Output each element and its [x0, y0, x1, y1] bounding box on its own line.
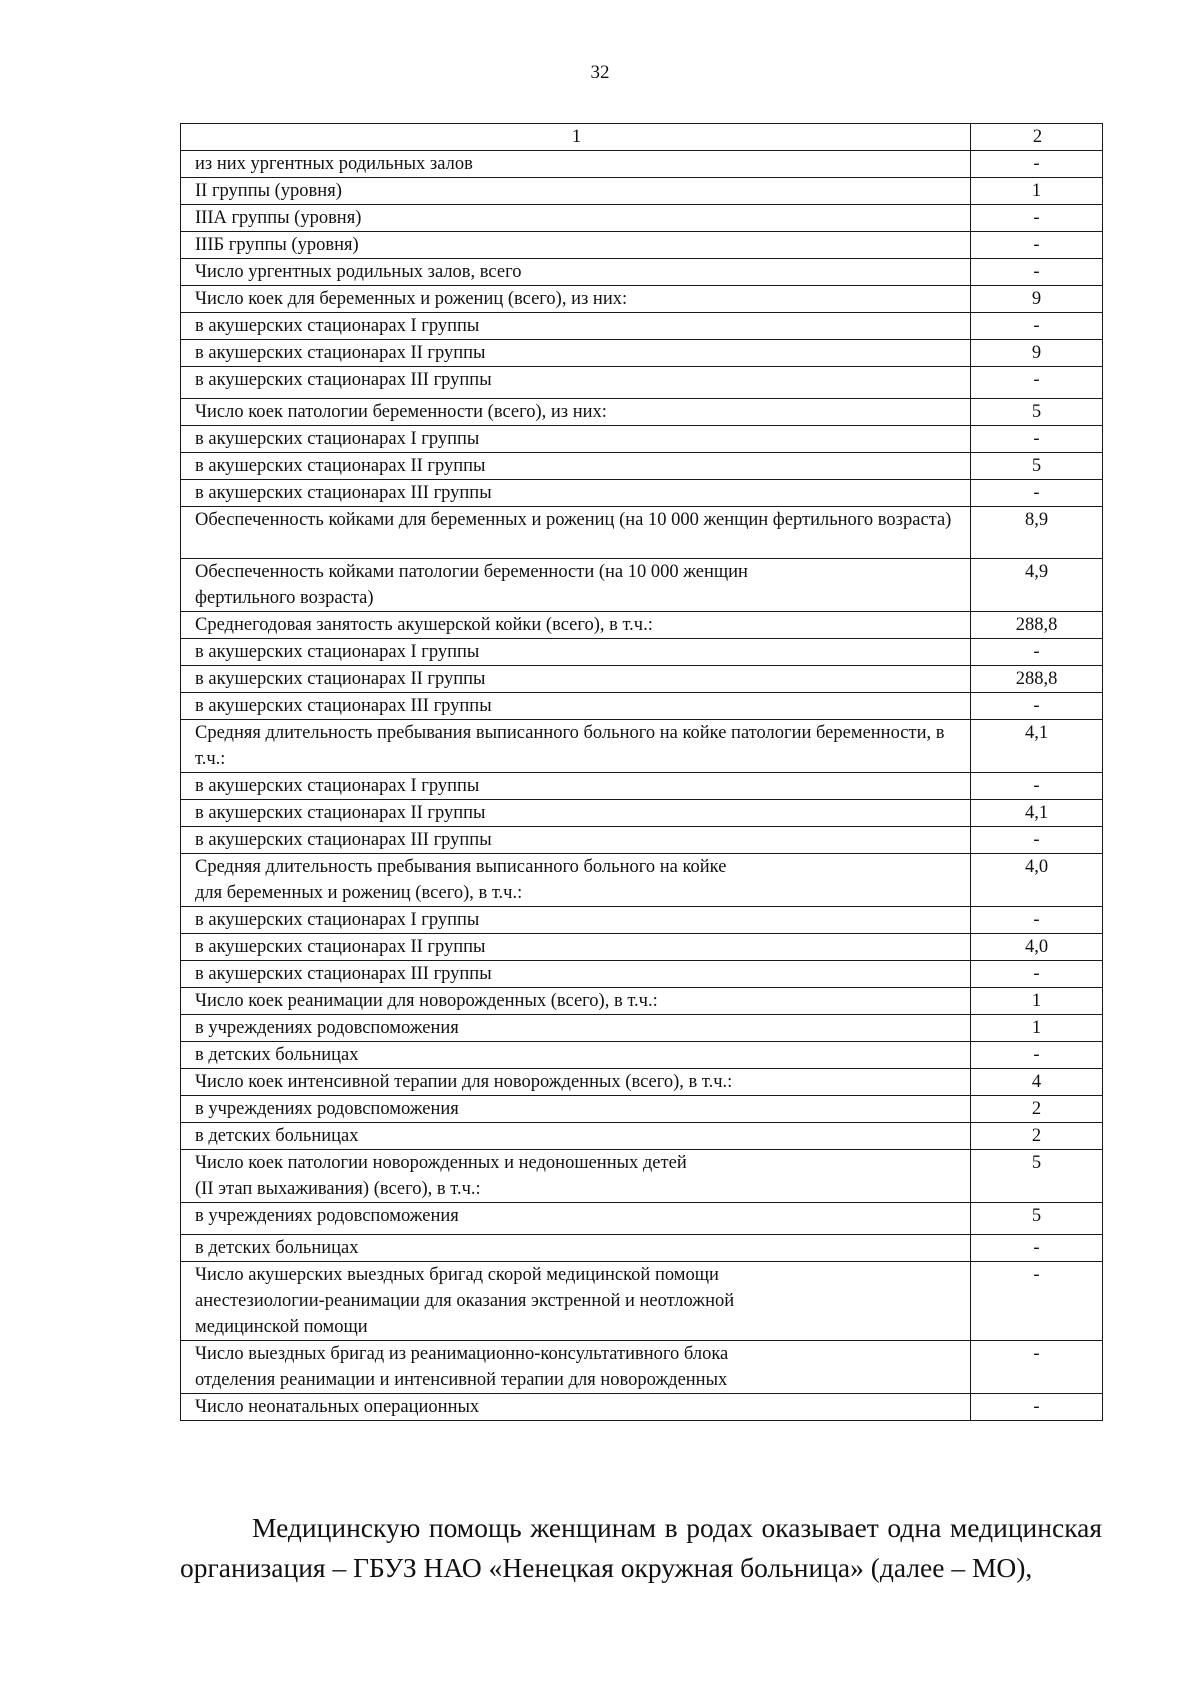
row-label: в акушерских стационарах I группы: [181, 907, 971, 934]
table-row: [181, 720, 1103, 773]
row-label: Обеспеченность койками для беременных и рожениц (на 10 000 женщин фертильного возраста): [181, 507, 971, 559]
table-row: [181, 480, 1103, 507]
table-row: [181, 1394, 1103, 1421]
row-label: в детских больницах: [181, 1042, 971, 1069]
row-label: в учреждениях родовспоможения: [181, 1096, 971, 1123]
column-header-2: 2: [971, 124, 1103, 151]
table-row: [181, 1042, 1103, 1069]
row-label: в акушерских стационарах I группы: [181, 773, 971, 800]
table-header-row: [181, 124, 1103, 151]
row-label: Среднегодовая занятость акушерской койки (всего), в т.ч.:: [181, 612, 971, 639]
table-row: [181, 453, 1103, 480]
table-row: [181, 205, 1103, 232]
row-label: в акушерских стационарах III группы: [181, 693, 971, 720]
row-label: Число выездных бригад из реанимационно-консультативного блока отделения реанимации и интенсивной терапии для новорожденных: [181, 1341, 971, 1394]
row-label: из них ургентных родильных залов: [181, 151, 971, 178]
row-value: -: [971, 259, 1103, 286]
row-value: -: [971, 693, 1103, 720]
row-label: в акушерских стационарах III группы: [181, 961, 971, 988]
row-value: 1: [971, 178, 1103, 205]
table-row: [181, 612, 1103, 639]
row-value: 5: [971, 399, 1103, 426]
row-value: 5: [971, 453, 1103, 480]
row-label: в акушерских стационарах II группы: [181, 453, 971, 480]
table-row: [181, 693, 1103, 720]
table-row: [181, 559, 1103, 612]
row-label: Обеспеченность койками патологии беременности (на 10 000 женщин фертильного возраста): [181, 559, 971, 612]
table-row: [181, 800, 1103, 827]
row-value: 9: [971, 340, 1103, 367]
table-row: [181, 399, 1103, 426]
row-label: Число коек реанимации для новорожденных (всего), в т.ч.:: [181, 988, 971, 1015]
table-row: [181, 1203, 1103, 1235]
row-value: 1: [971, 988, 1103, 1015]
table-row: [181, 507, 1103, 559]
row-label: Число коек патологии новорожденных и недоношенных детей (II этап выхаживания) (всего), в т.ч.:: [181, 1150, 971, 1203]
table-row: [181, 340, 1103, 367]
table-row: [181, 178, 1103, 205]
row-value: -: [971, 205, 1103, 232]
row-value: -: [971, 1042, 1103, 1069]
row-value: 4,0: [971, 854, 1103, 907]
row-value: -: [971, 961, 1103, 988]
row-label: в акушерских стационарах II группы: [181, 340, 971, 367]
row-value: 5: [971, 1203, 1103, 1235]
row-value: -: [971, 232, 1103, 259]
row-value: 4: [971, 1069, 1103, 1096]
row-label: Число акушерских выездных бригад скорой медицинской помощи анестезиологии-реанимации для оказания экстренной и неотложной медицинской помощи: [181, 1262, 971, 1341]
row-label: в акушерских стационарах I группы: [181, 313, 971, 340]
row-value: -: [971, 1262, 1103, 1341]
row-label: в акушерских стационарах III группы: [181, 480, 971, 507]
table-row: [181, 232, 1103, 259]
table-row: [181, 313, 1103, 340]
table-row: [181, 961, 1103, 988]
table-row: [181, 1123, 1103, 1150]
table-row: [181, 639, 1103, 666]
row-label: в акушерских стационарах III группы: [181, 827, 971, 854]
row-label: в учреждениях родовспоможения: [181, 1015, 971, 1042]
row-value: -: [971, 773, 1103, 800]
table-row: [181, 934, 1103, 961]
table-row: [181, 1341, 1103, 1394]
table-row: [181, 666, 1103, 693]
row-value: 4,9: [971, 559, 1103, 612]
body-paragraph: Медицинскую помощь женщинам в родах оказывает одна медицинская организация – ГБУЗ НАО «Ненецкая окружная больница» (далее – МО),: [180, 1512, 1102, 1583]
row-value: 4,1: [971, 800, 1103, 827]
table-row: [181, 1150, 1103, 1203]
row-label: Число коек патологии беременности (всего), из них:: [181, 399, 971, 426]
row-label: в акушерских стационарах I группы: [181, 426, 971, 453]
table-row: [181, 907, 1103, 934]
row-value: 8,9: [971, 507, 1103, 559]
row-label: в акушерских стационарах I группы: [181, 639, 971, 666]
table-row: [181, 773, 1103, 800]
row-value: -: [971, 367, 1103, 399]
table-row: [181, 854, 1103, 907]
row-label: в акушерских стационарах II группы: [181, 800, 971, 827]
column-header-1: 1: [181, 124, 971, 151]
row-label: Число коек для беременных и рожениц (всего), из них:: [181, 286, 971, 313]
row-label: Средняя длительность пребывания выписанного больного на койке для беременных и рожениц (всего), в т.ч.:: [181, 854, 971, 907]
row-value: 2: [971, 1096, 1103, 1123]
row-label: в акушерских стационарах II группы: [181, 934, 971, 961]
row-value: -: [971, 1394, 1103, 1421]
table-row: [181, 1069, 1103, 1096]
row-value: -: [971, 1235, 1103, 1262]
row-value: 9: [971, 286, 1103, 313]
row-value: -: [971, 480, 1103, 507]
row-label: в детских больницах: [181, 1235, 971, 1262]
row-label: Средняя длительность пребывания выписанного больного на койке патологии беременности, в т.ч.:: [181, 720, 971, 773]
table-row: [181, 827, 1103, 854]
table-row: [181, 1015, 1103, 1042]
row-value: -: [971, 1341, 1103, 1394]
row-label: II группы (уровня): [181, 178, 971, 205]
row-value: 5: [971, 1150, 1103, 1203]
page-number: 32: [590, 62, 610, 83]
row-label: Число коек интенсивной терапии для новорожденных (всего), в т.ч.:: [181, 1069, 971, 1096]
table-row: [181, 1096, 1103, 1123]
row-label: в учреждениях родовспоможения: [181, 1203, 971, 1235]
table-body: [181, 124, 1103, 1421]
row-label: Число неонатальных операционных: [181, 1394, 971, 1421]
row-value: 288,8: [971, 612, 1103, 639]
table-row: [181, 259, 1103, 286]
table-row: [181, 1262, 1103, 1341]
row-value: 2: [971, 1123, 1103, 1150]
row-label: в акушерских стационарах III группы: [181, 367, 971, 399]
row-label: в акушерских стационарах II группы: [181, 666, 971, 693]
row-value: -: [971, 426, 1103, 453]
row-label: IIIА группы (уровня): [181, 205, 971, 232]
row-value: 288,8: [971, 666, 1103, 693]
table-row: [181, 988, 1103, 1015]
row-value: 1: [971, 1015, 1103, 1042]
table-row: [181, 426, 1103, 453]
row-label: IIIБ группы (уровня): [181, 232, 971, 259]
row-value: 4,1: [971, 720, 1103, 773]
table-row: [181, 151, 1103, 178]
statistics-table: [180, 123, 1103, 1421]
row-value: -: [971, 907, 1103, 934]
row-value: -: [971, 313, 1103, 340]
table-row: [181, 286, 1103, 313]
table-row: [181, 367, 1103, 399]
row-value: -: [971, 151, 1103, 178]
row-label: Число ургентных родильных залов, всего: [181, 259, 971, 286]
row-value: 4,0: [971, 934, 1103, 961]
row-value: -: [971, 639, 1103, 666]
table-row: [181, 1235, 1103, 1262]
row-label: в детских больницах: [181, 1123, 971, 1150]
row-value: -: [971, 827, 1103, 854]
